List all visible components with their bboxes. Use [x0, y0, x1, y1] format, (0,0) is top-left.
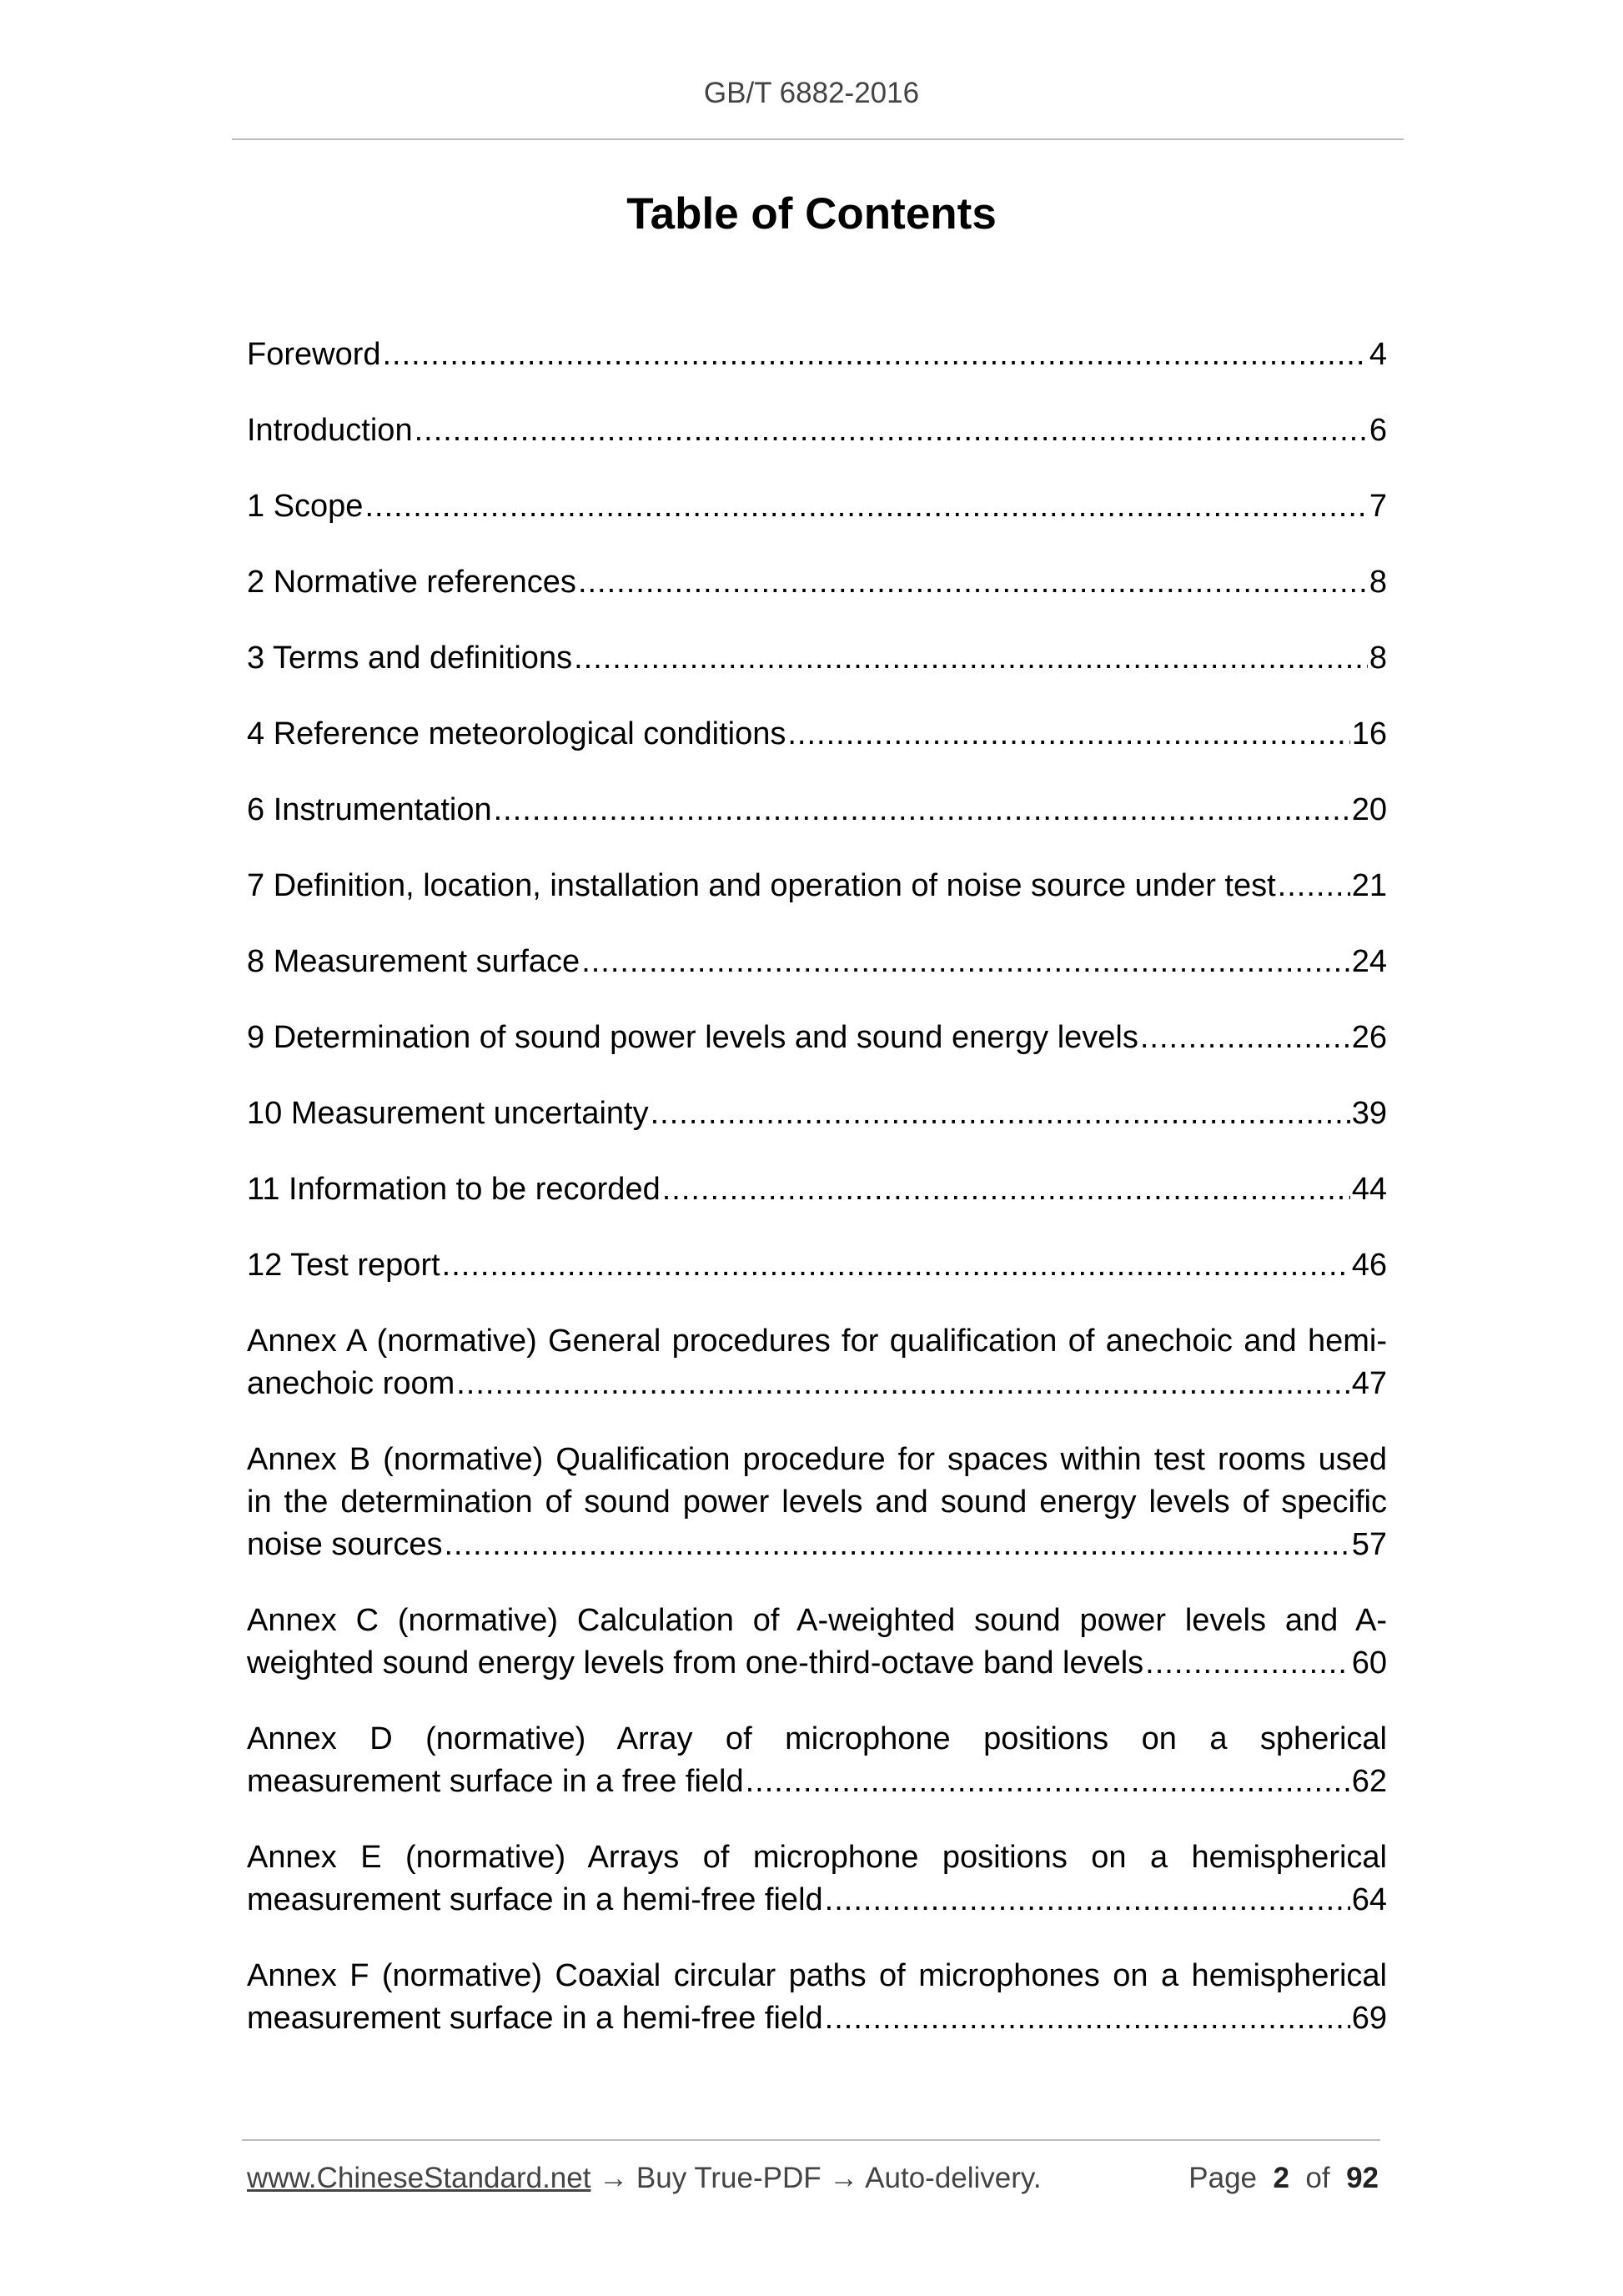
toc-dot-leader — [1145, 1642, 1350, 1685]
page-indicator — [1188, 2162, 1379, 2195]
page-of-label: of — [1305, 2162, 1330, 2194]
toc-entry-last-line — [247, 1168, 1387, 1211]
toc-page-number: 62 — [1351, 1764, 1387, 1799]
toc-entry[interactable] — [247, 1836, 1387, 1922]
header-divider — [232, 138, 1404, 140]
toc-entry[interactable] — [247, 1955, 1387, 2040]
toc-entry[interactable] — [247, 865, 1387, 907]
toc-entry-title: 3 Terms and definitions — [247, 641, 573, 676]
table-of-contents — [247, 334, 1387, 2073]
toc-dot-leader — [383, 334, 1368, 376]
toc-page-number: 6 — [1369, 413, 1387, 448]
toc-entry-title: anechoic room — [247, 1366, 455, 1401]
toc-dot-leader — [574, 637, 1368, 680]
toc-entry-last-line — [247, 1524, 1387, 1566]
toc-page-number: 64 — [1351, 1882, 1387, 1917]
toc-entry-line: Annex F (normative) Coaxial circular paths of microphones on a hemispherical — [247, 1958, 1387, 1993]
toc-entry-line: Annex D (normative) Array of microphone positions on a spherical — [247, 1721, 1387, 1756]
toc-entry-title: measurement surface in a hemi-free field — [247, 2001, 823, 2036]
total-page-count: 92 — [1346, 2162, 1379, 2194]
toc-page-number: 8 — [1369, 565, 1387, 600]
toc-dot-leader — [494, 789, 1350, 831]
toc-entry-last-line — [247, 1093, 1387, 1135]
current-page-number: 2 — [1273, 2162, 1289, 2194]
toc-entry-title: 8 Measurement surface — [247, 944, 580, 979]
toc-page-number: 44 — [1351, 1172, 1387, 1207]
document-code-header: GB/T 6882-2016 — [703, 77, 920, 109]
toc-entry-last-line — [247, 865, 1387, 907]
toc-page-number: 69 — [1351, 2001, 1387, 2036]
toc-entry[interactable] — [247, 789, 1387, 831]
toc-entry-title: 6 Instrumentation — [247, 792, 492, 827]
toc-page-number: 7 — [1369, 489, 1387, 524]
toc-dot-leader — [415, 409, 1368, 452]
toc-entry-last-line — [247, 637, 1387, 680]
page-footer — [247, 2162, 1379, 2195]
toc-page-number: 39 — [1351, 1096, 1387, 1131]
footer-divider — [242, 2139, 1380, 2141]
toc-entry-title: 11 Information to be recorded — [247, 1172, 661, 1207]
page-title: Table of Contents — [626, 189, 997, 239]
toc-entry-last-line — [247, 1761, 1387, 1803]
toc-entry[interactable] — [247, 1439, 1387, 1566]
toc-entry-title: 10 Measurement uncertainty — [247, 1096, 649, 1131]
toc-dot-leader — [444, 1524, 1349, 1566]
toc-entry[interactable] — [247, 1168, 1387, 1211]
toc-entry[interactable] — [247, 1600, 1387, 1685]
toc-dot-leader — [825, 1879, 1350, 1922]
toc-page-number: 21 — [1351, 868, 1387, 903]
toc-page-number: 4 — [1369, 337, 1387, 372]
toc-page-number: 16 — [1351, 716, 1387, 751]
toc-dot-leader — [787, 713, 1349, 756]
toc-dot-leader — [1278, 865, 1350, 907]
toc-entry-last-line — [247, 1363, 1387, 1405]
toc-entry-title: measurement surface in a hemi-free field — [247, 1882, 823, 1917]
page-label: Page — [1188, 2162, 1258, 2194]
toc-page-number: 24 — [1351, 944, 1387, 979]
toc-entry-last-line — [247, 485, 1387, 528]
toc-entry[interactable] — [247, 1017, 1387, 1059]
toc-entry[interactable] — [247, 637, 1387, 680]
toc-entry-title: measurement surface in a free field — [247, 1764, 744, 1799]
toc-page-number: 20 — [1351, 792, 1387, 827]
toc-entry[interactable] — [247, 1244, 1387, 1287]
toc-entry-last-line — [247, 713, 1387, 756]
toc-page-number: 46 — [1351, 1248, 1387, 1283]
toc-page-number: 57 — [1351, 1527, 1387, 1562]
toc-entry-last-line — [247, 1642, 1387, 1685]
toc-dot-leader — [456, 1363, 1349, 1405]
toc-entry-last-line — [247, 409, 1387, 452]
toc-dot-leader — [825, 1997, 1350, 2040]
toc-dot-leader — [578, 561, 1368, 604]
toc-entry[interactable] — [247, 1093, 1387, 1135]
website-link[interactable]: www.ChineseStandard.net — [247, 2162, 591, 2194]
toc-page-number: 60 — [1351, 1645, 1387, 1681]
toc-entry-last-line — [247, 1017, 1387, 1059]
toc-entry-line: Annex A (normative) General procedures for qualification of anechoic and hemi- — [247, 1324, 1387, 1359]
toc-entry-last-line — [247, 334, 1387, 376]
toc-page-number: 47 — [1351, 1366, 1387, 1401]
toc-entry-title: Introduction — [247, 413, 413, 448]
toc-entry-last-line — [247, 1997, 1387, 2040]
toc-entry-line: Annex E (normative) Arrays of microphone positions on a hemispherical — [247, 1840, 1387, 1875]
toc-entry-title: 9 Determination of sound power levels and sound energy levels — [247, 1020, 1138, 1055]
toc-entry[interactable] — [247, 941, 1387, 983]
toc-dot-leader — [581, 941, 1350, 983]
toc-entry[interactable] — [247, 334, 1387, 376]
toc-entry-line: Annex C (normative) Calculation of A-weighted sound power levels and A- — [247, 1603, 1387, 1638]
toc-entry-last-line — [247, 1244, 1387, 1287]
toc-entry-last-line — [247, 561, 1387, 604]
toc-dot-leader — [364, 485, 1367, 528]
toc-entry[interactable] — [247, 1320, 1387, 1405]
toc-entry-title: 7 Definition, location, installation and operation of noise source under test — [247, 868, 1276, 903]
toc-dot-leader — [746, 1761, 1350, 1803]
toc-entry-title: weighted sound energy levels from one-third-octave band levels — [247, 1645, 1144, 1681]
toc-entry-title: 4 Reference meteorological conditions — [247, 716, 786, 751]
toc-entry[interactable] — [247, 1718, 1387, 1803]
toc-dot-leader — [442, 1244, 1350, 1287]
toc-entry-title: 1 Scope — [247, 489, 364, 524]
footer-left — [247, 2162, 1042, 2195]
toc-dot-leader — [1140, 1017, 1350, 1059]
toc-entry[interactable] — [247, 713, 1387, 756]
toc-entry-title: noise sources — [247, 1527, 443, 1562]
toc-entry-line: Annex B (normative) Qualification procedure for spaces within test rooms used — [247, 1442, 1387, 1477]
footer-promo-text: → Buy True-PDF → Auto-delivery. — [590, 2162, 1042, 2194]
toc-entry-title: 2 Normative references — [247, 565, 576, 600]
toc-entry[interactable] — [247, 409, 1387, 452]
toc-entry[interactable] — [247, 485, 1387, 528]
toc-page-number: 8 — [1369, 641, 1387, 676]
toc-entry-last-line — [247, 789, 1387, 831]
toc-dot-leader — [662, 1168, 1350, 1211]
toc-entry-last-line — [247, 941, 1387, 983]
toc-entry-last-line — [247, 1879, 1387, 1922]
toc-dot-leader — [651, 1093, 1350, 1135]
toc-entry-title: 12 Test report — [247, 1248, 440, 1283]
toc-entry-line: in the determination of sound power levels and sound energy levels of specific — [247, 1485, 1387, 1520]
toc-page-number: 26 — [1351, 1020, 1387, 1055]
toc-entry[interactable] — [247, 561, 1387, 604]
toc-entry-title: Foreword — [247, 337, 381, 372]
